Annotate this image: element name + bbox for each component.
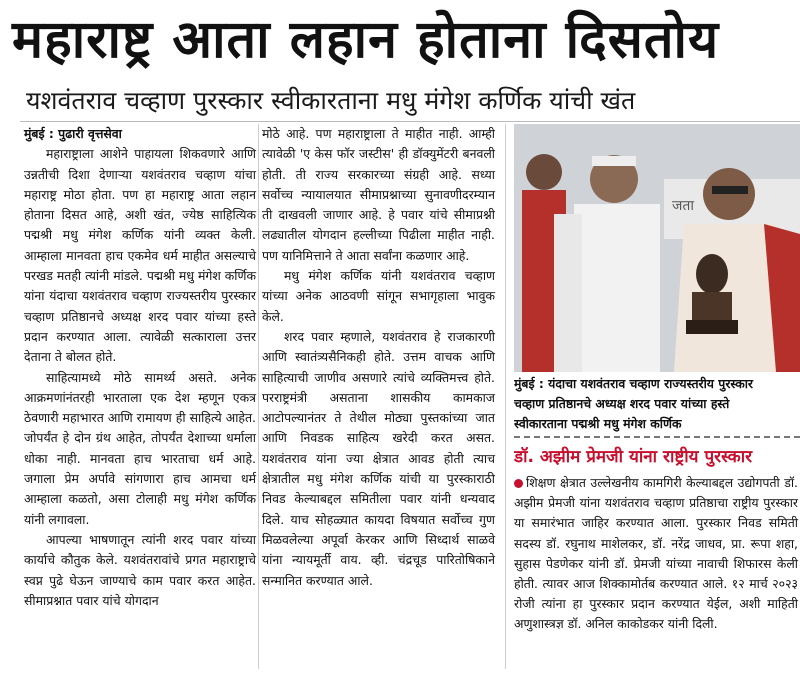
backdrop-text: जता — [672, 198, 694, 214]
paragraph: आपल्या भाषणातून त्यांनी शरद पवार यांच्या कार्याचे कौतुक केले. यशवंतरावांचे प्रगत महाराष्ट्राचे स्वप्न पुढे घेऊन जाण्याचे काम पवार करत आहेत. सीमाप्रश्नात पवार यांचे योगदान — [24, 531, 256, 608]
article-column-1 — [24, 124, 256, 611]
sidebar-text: शिक्षण क्षेत्रात उल्लेखनीय कामगिरी केल्याबद्दल उद्योगपती डॉ. अझीम प्रेमजी यांना यशवंतराव चव्हाण प्रतिष्ठाचा राष्ट्रीय पुरस्कार या समारंभात जाहिर करण्यात आला. पुरस्कार निवड समिती सदस्य डॉ. रघुनाथ माशेलकर, डॉ. नरेंद्र जाधव, प्रा. रूपा शहा, सुहास पेडणेकर यांनी डॉ. प्रेमजी यांच्या नावाची शिफारस केली होती. त्यावर आज शिक्कामोर्तब करण्यात आले. १२ मार्च २०२३ रोजी त्यांना हा पुरस्कार प्रदान करण्यात येईल, अशी माहिती अणुशास्त्रज्ञ डॉ. अनिल काकोडकर यांनी दिली. — [514, 475, 798, 632]
paragraph: महाराष्ट्राला आशेने पाहायला शिकवणारे आणि उन्नतीची दिशा देणाऱ्या यशवंतराव चव्हाण यांचा महाराष्ट्र मोठा होता. पण हा महाराष्ट्र आता लहान होताना दिसत आहे, अशी खंत, ज्येष्ठ साहित्यिक पद्मश्री मधु मंगेश कर्णिक यांनी व्यक्त केली. आम्हाला मानवता हाच एकमेव धर्म माहीत असल्याचे परखड मतही त्यांनी मांडले. पद्मश्री मधु मंगेश कर्णिक यांना यंदाचा यशवंतराव चव्हाण राज्यस्तरीय पुरस्कार चव्हाण प्रतिष्ठानचे अध्यक्ष शरद पवार यांच्या हस्ते प्रदान करण्यात आला. त्यावेळी सत्काराला उत्तर देताना ते बोलत होते. — [24, 146, 256, 365]
paragraph: साहित्यामध्ये मोठे सामर्थ्य असते. अनेक आक्रमणांनंतरही भारताला एक देश म्हणून एकत्र ठेवणारी महाभारत आणि रामायण ही साहित्ये आहेत. जोपर्यंत हे दोन ग्रंथ आहेत, तोपर्यंत देशाच्या धर्माला धोका नाही. मानवता हाच भारताचा धर्म आहे. जगाला प्रेम अर्पावे सांगणारा हाच आमचा धर्म आम्हाला कळतो, असा टोलाही मधु मंगेश कर्णिक यांनी लगावला. — [24, 369, 256, 527]
caption-line: मुंबई : यंदाचा यशवंतराव चव्हाण राज्यस्तरीय पुरस्कार — [514, 376, 753, 391]
dashed-divider — [514, 436, 800, 438]
paragraph: शरद पवार म्हणाले, यशवंतराव हे राजकारणी आणि स्वातंत्र्यसैनिकही होते. उत्तम वाचक आणि साहित्याची जाणीव असणारे त्यांचे व्यक्तिमत्त्व होते. परराष्ट्रमंत्री असताना शासकीय कामकाज आटोपल्यानंतर ते तेथील मोठ्या पुस्तकांच्या जात आणि निवडक साहित्य खरेदी करत असत. यशवंतराव यांना ज्या क्षेत्रात आवड होती त्याच क्षेत्रातील मधु मंगेश कर्णिक यांची या पुरस्काराठी निवड केल्याबद्दल समितीला पवार यांनी धन्यवाद दिले. याच सोहळ्यात कायदा विषयात सर्वोच्च गुण मिळवलेल्या अपूर्वा केरकर आणि सिध्दार्थ साळवे यांना न्यायमूर्ती वाय. व्ही. चंद्रचूड पारितोषिकाने सन्मानित करण्यात आले. — [262, 328, 495, 588]
dateline: मुंबई : पुढारी वृत्तसेवा — [24, 126, 122, 141]
headline: महाराष्ट्र आता लहान होताना दिसतोय — [12, 10, 720, 70]
photo-illustration — [514, 124, 800, 372]
column-divider — [505, 124, 506, 669]
paragraph: मोठे आहे. पण महाराष्ट्राला ते माहीत नाही. आम्ही त्यावेळी 'ए केस फॉर जस्टीस' ही डॉक्युमेंटरी बनवली होती. ती राज्य सरकारच्या संग्रही आहे. सध्या सर्वोच्च न्यायालयात सीमाप्रश्नाच्या सुनावणीदरम्यान ती दाखवली जाणार आहे. हे पवार यांचे सीमाप्रश्नी लढ्यातील योगदान हल्लीच्या पिढीला माहीत नाही. पण यानिमित्ताने ते आता सर्वांना कळणार आहे. — [262, 126, 495, 263]
subheadline: यशवंतराव चव्हाण पुरस्कार स्वीकारताना मधु मंगेश कर्णिक यांची खंत — [26, 86, 636, 115]
photo-caption — [514, 374, 800, 434]
news-photo — [514, 124, 800, 372]
sidebar-headline: डॉ. अझीम प्रेमजी यांना राष्ट्रीय पुरस्कार — [514, 447, 753, 467]
caption-line: चव्हाण प्रतिष्ठानचे अध्यक्ष शरद पवार यांच्या हस्ते — [514, 396, 730, 411]
paragraph: मधु मंगेश कर्णिक यांनी यशवंतराव चव्हाण यांच्या अनेक आठवणी सांगून सभागृहाला भावुक केले. — [262, 268, 495, 324]
bullet-icon — [514, 479, 523, 488]
article-column-2 — [262, 124, 495, 591]
sidebar-story — [514, 473, 798, 635]
caption-line: स्वीकारताना पद्मश्री मधु मंगेश कर्णिक — [514, 416, 682, 431]
header-rule — [20, 121, 800, 122]
column-divider — [258, 124, 259, 669]
